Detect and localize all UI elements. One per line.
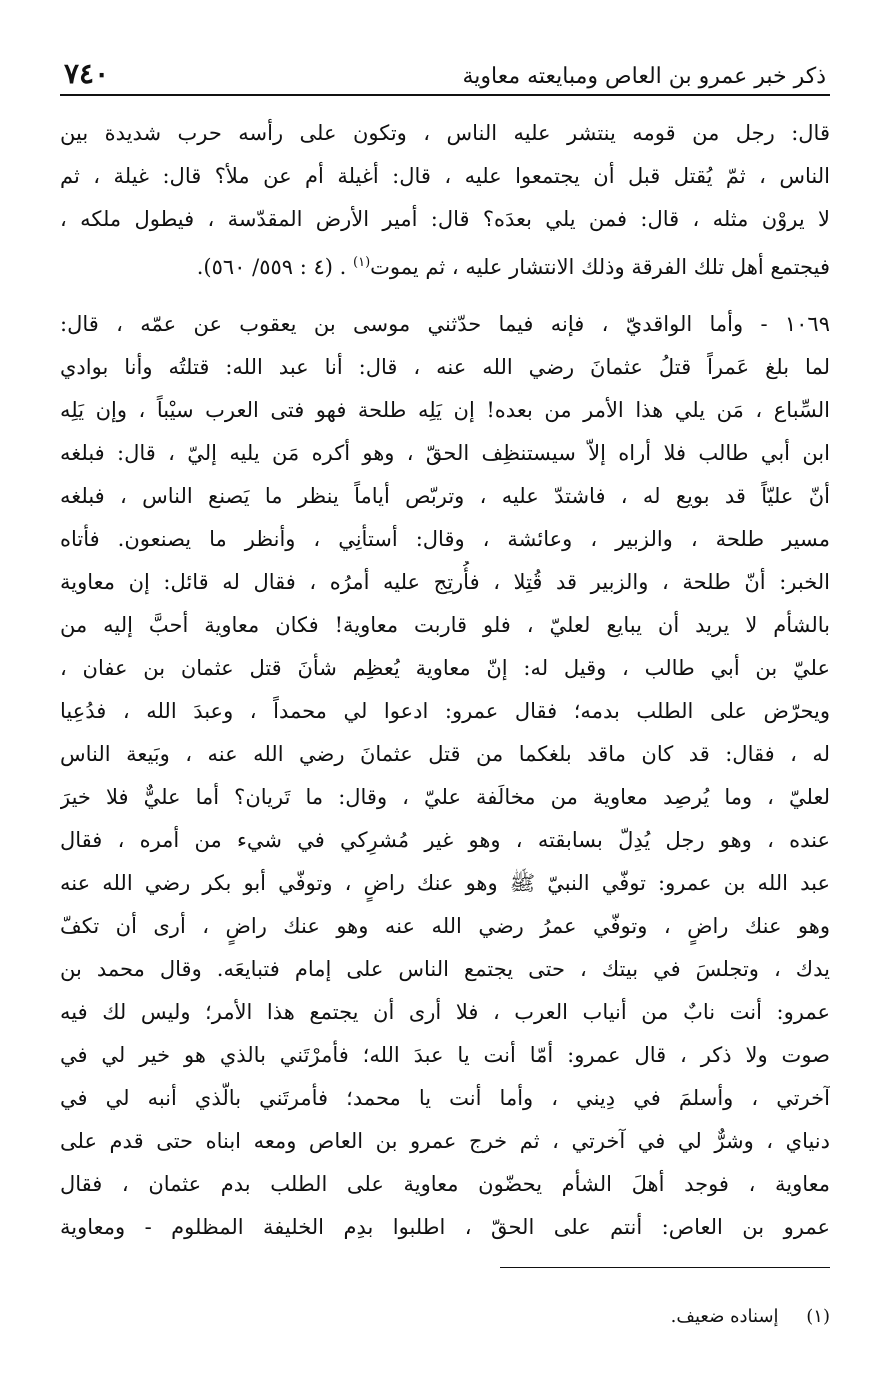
page-number: ٧٤٠ — [64, 57, 110, 90]
footnote-item — [60, 1302, 830, 1332]
text-line: آخرتي ، وأسلمَ في دِيني ، وأما أنت يا محمد؛ فأمرتَني بالّذي أنبه لي في — [60, 1086, 830, 1110]
text-line: أنّ عليّاً قد بويع له ، فاشتدّ عليه ، وتربّص أياماً ينظر ما يَصنع الناس ، فبلغه — [60, 484, 830, 508]
main-text — [60, 112, 830, 1249]
footnote-marker: (١) — [353, 255, 371, 270]
text-line: لما بلغ عَمراً قتلُ عثمانَ رضي الله عنه ، قال: أنا عبد الله: قتلتُه وأنا بوادي — [60, 355, 830, 379]
text-line: عمرو: أنت نابٌ من أنياب العرب ، فلا أرى أن يجتمع هذا الأمر؛ وليس لك فيه — [60, 1000, 830, 1024]
text-line: يدك ، وتجلسَ في بيتك ، حتى يجتمع الناس على إمام فتبايعَه. وقال محمد بن — [60, 957, 830, 981]
text-segment: فيجتمع أهل تلك الفرقة وذلك الانتشار عليه ، ثم يموت — [370, 255, 830, 279]
text-line: عليّ بن أبي طالب ، وقيل له: إنّ معاوية يُعظِم شأنَ قتل عثمان بن عفان ، — [60, 656, 830, 680]
footnote-divider — [500, 1267, 830, 1268]
text-line: عنده ، وهو رجل يُدِلّ بسابقته ، وهو غير مُشرِكي في شيء من أمره ، فقال — [60, 828, 830, 852]
text-line: ويحرّض على الطلب بدمه؛ فقال عمرو: ادعوا لي محمداً ، وعبدَ الله ، فدُعِيا — [60, 699, 830, 723]
text-line: عبد الله بن عمرو: توفّي النبيّ ﷺ وهو عنك راضٍ ، وتوفّي أبو بكر رضي الله عنه — [60, 871, 830, 895]
text-line: صوت ولا ذكر ، قال عمرو: أمّا أنت يا عبدَ الله؛ فأمرْتَني بالذي هو خير لي في — [60, 1043, 830, 1067]
footnote-text: إسناده ضعيف. — [670, 1306, 779, 1327]
text-line: وهو عنك راضٍ ، وتوفّي عمرُ رضي الله عنه وهو عنك راضٍ ، أرى أن تكفّ — [60, 914, 830, 938]
text-line: قال: رجل من قومه ينتشر عليه الناس ، وتكون على رأسه حرب شديدة بين — [60, 121, 830, 145]
running-title: ذكر خبر عمرو بن العاص ومبايعته معاوية — [462, 64, 826, 89]
paragraph-1 — [60, 112, 830, 289]
text-line: عمرو بن العاص: أنتم على الحقّ ، اطلبوا بدِم الخليفة المظلوم - ومعاوية — [60, 1215, 830, 1239]
text-line: مسير طلحة ، والزبير ، وعائشة ، وقال: أستأنِي ، وأنظر ما يصنعون. فأتاه — [60, 527, 830, 551]
text-line: لا يروْن مثله ، قال: فمن يلي بعدَه؟ قال: أمير الأرض المقدّسة ، فيطول ملكه ، — [60, 207, 830, 231]
paragraph-2 — [60, 303, 830, 1249]
text-line: ١٠٦٩ - وأما الواقديّ ، فإنه فيما حدّثني موسى بن يعقوب عن عمّه ، قال: — [60, 312, 830, 336]
book-page — [60, 52, 830, 1372]
footnotes — [60, 1302, 830, 1332]
text-line — [60, 241, 830, 289]
text-line: لعليّ ، وما يُرصِد معاوية من مخالَفة عليّ ، وقال: ما تَريان؟ أما عليٌّ فلا خيرَ — [60, 785, 830, 809]
text-line: الخبر: أنّ طلحة ، والزبير قد قُتِلا ، فأُرتِج عليه أمرُه ، فقال له قائل: إن معاوية — [60, 570, 830, 594]
text-line: الناس ، ثمّ يُقتل قبل أن يجتمعوا عليه ، قال: أغيلة أم عن ملأ؟ قال: غيلة ، ثم — [60, 164, 830, 188]
text-line: ابن أبي طالب فلا أراه إلاّ سيستنظِف الحقّ ، وهو أكره مَن يليه إليّ ، قال: فبلغه — [60, 441, 830, 465]
text-line: له ، فقال: قد كان ماقد بلغكما من قتل عثمانَ رضي الله عنه ، وبَيعة الناس — [60, 742, 830, 766]
text-line: بالشأم لا يريد أن يبايع لعليّ ، فلو قاربت معاوية! فكان معاوية أحبَّ إليه من — [60, 613, 830, 637]
footnote-number: (١) — [806, 1306, 830, 1327]
citation: . (٤ : ٥٥٩/ ٥٦٠). — [196, 255, 353, 279]
text-line: معاوية ، فوجد أهلَ الشأم يحضّون معاوية على الطلب بدم عثمان ، فقال — [60, 1172, 830, 1196]
text-line: دنياي ، وشرٌّ لي في آخرتي ، ثم خرج عمرو بن العاص ومعه ابناه حتى قدم على — [60, 1129, 830, 1153]
page-header — [60, 52, 830, 96]
text-line: السِّباع ، مَن يلي هذا الأمر من بعده! إن يَلِه طلحة فهو فتى العرب سيْباً ، وإن يَلِه — [60, 398, 830, 422]
